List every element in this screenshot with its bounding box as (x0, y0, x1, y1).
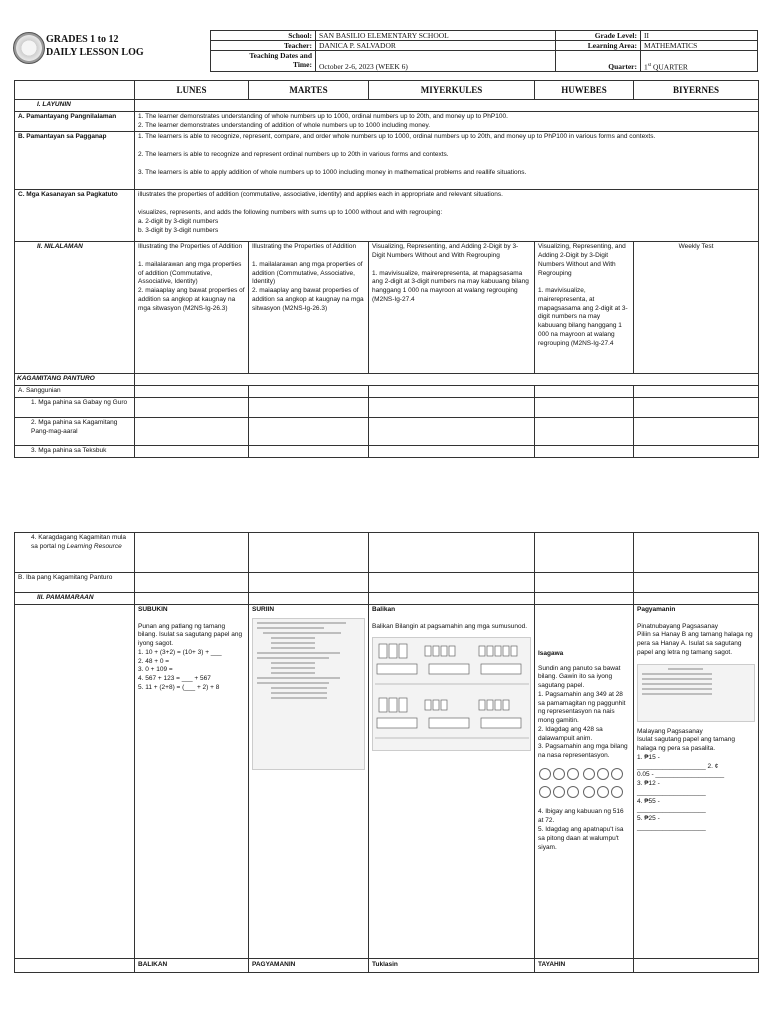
pamamaraan-huwebes (535, 604, 634, 958)
day-lunes: LUNES (135, 81, 249, 100)
kasanayan-text: illustrates the properties of addition (commutative, associative, identity) and applies each in appropriate and relevant situations. visualizes, represents, and adds the following numbers with sums up to 1000 without and with regrouping: a. 2-digit by 3-digit numbers b. 3-digit by 3-digit numbers (135, 190, 759, 242)
properties-of-addition-image (252, 618, 365, 770)
circle-icon (583, 768, 595, 780)
suriin-title: SURIIN (252, 605, 275, 613)
header-info-table (210, 30, 758, 72)
pagyamanin-text-2: Malayang Pagsasanay Isulat sagutang papel ang tamang halaga ng pera sa pasalita. 1. ₱15 - ___________________ 2. ¢ 0.05 - ___________________ 3. ₱12 - ___________________ 4. ₱55 - ___________________ 5. ₱25 - ___________________ (637, 727, 735, 832)
learning-resource-label: 4. Karagdagang Kagamitan mula sa portal ng Learning Resource (15, 533, 135, 573)
subukin-text: Punan ang patlang ng tamang bilang. Isulat sa sagutang papel ang iyong sagot. 1. 10 + (3+2) = (10+ 3) + ___ 2. 48 + 0 = 3. 0 + 109 = 4. 567 + 123 = ___ + 567 5. 11 + (2+8) = (___ + 2) + 8 (138, 622, 243, 691)
bottom-miyerkules: Tuklasin (369, 958, 535, 972)
day-biyernes: BIYERNES (634, 81, 759, 100)
pamantayan-sa-pagganap-text: 1. The learners is able to recognize, represent, compare, and order whole numbers up to 1000, ordinal numbers up to 20th, and money up to PhP100 in various forms and contexts. 2. The learners is able to recognize and represent ordinal numbers up to 20th in various forms and contexts. 3. The learners is able to apply addition of whole numbers up to 1000 including money in mathematical problems and reallife situations. (135, 132, 759, 190)
day-huwebes: HUWEBES (535, 81, 634, 100)
pamamaraan-miyerkules (369, 604, 535, 958)
gabay-guro-label: 1. Mga pahina sa Gabay ng Guro (15, 397, 135, 417)
circle-icon (611, 786, 623, 798)
pamamaraan-martes (249, 604, 369, 958)
circle-icon (567, 768, 579, 780)
nilalaman-biyernes: Weekly Test (634, 242, 759, 374)
circle-icon (539, 768, 551, 780)
nilalaman-miyerkules: Visualizing, Representing, and Adding 2-Digit by 3-Digit Numbers Without and With Regrouping 1. mavivisualize, mairerepresenta, at mapagsasama ang 2-digit at 3-digit numbers na may kabuuang bilang hanggang 1 000 na mayroon at walang regrouping (M2NS-Ig-27.4 (369, 242, 535, 374)
iba-pang-kagamitan-label: B. Iba pang Kagamitang Panturo (15, 573, 135, 593)
day-martes: MARTES (249, 81, 369, 100)
pamantayang-pangnilalaman-label: A. Pamantayang Pangnilalaman (15, 111, 135, 132)
isagawa-text-2: 4. Ibigay ang kabuuan ng 516 at 72. 5. Idagdag ang apatnapu't isa sa pitong daan at walumpu't siyam. (538, 808, 624, 851)
quarter-value: 1st QUARTER (641, 51, 758, 72)
grade-label: Grade Level: (556, 31, 641, 41)
hanay-table-image (637, 664, 755, 722)
base-ten-blocks-icon (373, 638, 531, 748)
day-miyerkules: MIYERKULES (369, 81, 535, 100)
circle-icon (567, 786, 579, 798)
isagawa-text-1: Sundin ang panuto sa bawat bilang. Gawin ito sa iyong sagutang papel. 1. Pagsamahin ang 349 at 28 sa pamamagitan ng paggunhit ng representasyon na nais mong gamitin. 2. Idagdag ang 428 sa dalawampuit anim. 3. Pagsamahin ang mga bilang na nasa representasyon. (538, 664, 628, 760)
teacher-value: DANICA P. SALVADOR (316, 41, 556, 51)
circle-icon (583, 786, 595, 798)
representation-circles-image (538, 767, 630, 803)
pamamaraan-lunes (135, 604, 249, 958)
bottom-lunes: BALIKAN (135, 958, 249, 972)
bottom-martes: PAGYAMANIN (249, 958, 369, 972)
area-label: Learning Area: (556, 41, 641, 51)
bottom-biyernes (634, 958, 759, 972)
school-value: SAN BASILIO ELEMENTARY SCHOOL (316, 31, 556, 41)
subukin-title: SUBUKIN (138, 605, 168, 613)
kagamitan-heading: KAGAMITANG PANTURO (15, 374, 135, 386)
layunin-heading: I. LAYUNIN (15, 100, 135, 112)
lesson-log-table-page1 (14, 80, 759, 458)
circle-icon (597, 768, 609, 780)
nilalaman-martes: Illustrating the Properties of Addition 1. mailalarawan ang mga properties of addition (Commutative, Associative, Identity) 2. maiaaplay ang bawat properties of addition sa angkop at kaugnay na mga sitwasyon (M2NS-Ig-26.3) (249, 242, 369, 374)
form-title: GRADES 1 to 12 DAILY LESSON LOG (46, 34, 144, 58)
nilalaman-heading: II. NILALAMAN (15, 242, 135, 374)
circle-icon (597, 786, 609, 798)
circle-icon (553, 786, 565, 798)
grade-value: II (641, 31, 758, 41)
nilalaman-lunes: Illustrating the Properties of Addition 1. mailalarawan ang mga properties of addition (Commutative, Associative, Identity) 2. maiaaplay ang bawat properties of addition sa angkop at kaugnay na mga sitwasyon (M2NS-Ig-26.3) (135, 242, 249, 374)
pamantayang-pangnilalaman-text: 1. The learner demonstrates understanding of whole numbers up to 1000, ordinal numbers up to 20th, and money up to PhP100. 2. The learner demonstrates understanding of addition of whole numbers up to 1000 including money. (135, 111, 759, 132)
school-label: School: (211, 31, 316, 41)
deped-seal (13, 32, 45, 64)
kagamitang-pang-mag-aaral-label: 2. Mga pahina sa Kagamitang Pang-mag-aaral (15, 417, 135, 445)
balikan-text: Balikan Bilangin at pagsamahin ang mga sumusunod. (372, 622, 528, 630)
kasanayan-label: C. Mga Kasanayan sa Pagkatuto (15, 190, 135, 242)
sanggunian-label: A. Sanggunian (15, 386, 135, 398)
balikan-title: Balikan (372, 605, 396, 613)
circle-icon (553, 768, 565, 780)
counting-blocks-image (372, 637, 531, 751)
bottom-huwebes: TAYAHIN (535, 958, 634, 972)
isagawa-title: Isagawa (538, 649, 564, 657)
dates-label: Teaching Dates and Time: (211, 51, 316, 72)
pamamaraan-biyernes (634, 604, 759, 958)
circle-icon (611, 768, 623, 780)
area-value: MATHEMATICS (641, 41, 758, 51)
circle-icon (539, 786, 551, 798)
pagyamanin-text-1: Pinatnubayang Pagsasanay Piliin sa Hanay B ang tamang halaga ng pera sa Hanay A. Isulat sa sagutang papel ang letra ng tamang sagot. (637, 622, 753, 656)
pagyamanin-title: Pagyamanin (637, 605, 676, 613)
lesson-log-table-page2 (14, 532, 759, 973)
teacher-label: Teacher: (211, 41, 316, 51)
dates-value: October 2-6, 2023 (WEEK 6) (316, 51, 556, 72)
day-header-row (15, 81, 759, 100)
pamamaraan-heading: III. PAMAMARAAN (15, 593, 135, 605)
pamantayan-sa-pagganap-label: B. Pamantayan sa Pagganap (15, 132, 135, 190)
nilalaman-huwebes: Visualizing, Representing, and Adding 2-Digit by 3-Digit Numbers Without and With Regrouping 1. mavivisualize, mairerepresenta, at mapagsasama ang 2-digit at 3-digit numbers na may kabuuang bilang hanggang 1 000 na mayroon at walang regrouping (M2NS-Ig-27.4 (535, 242, 634, 374)
teksbuk-label: 3. Mga pahina sa Teksbuk (15, 445, 135, 457)
quarter-label: Quarter: (556, 51, 641, 72)
